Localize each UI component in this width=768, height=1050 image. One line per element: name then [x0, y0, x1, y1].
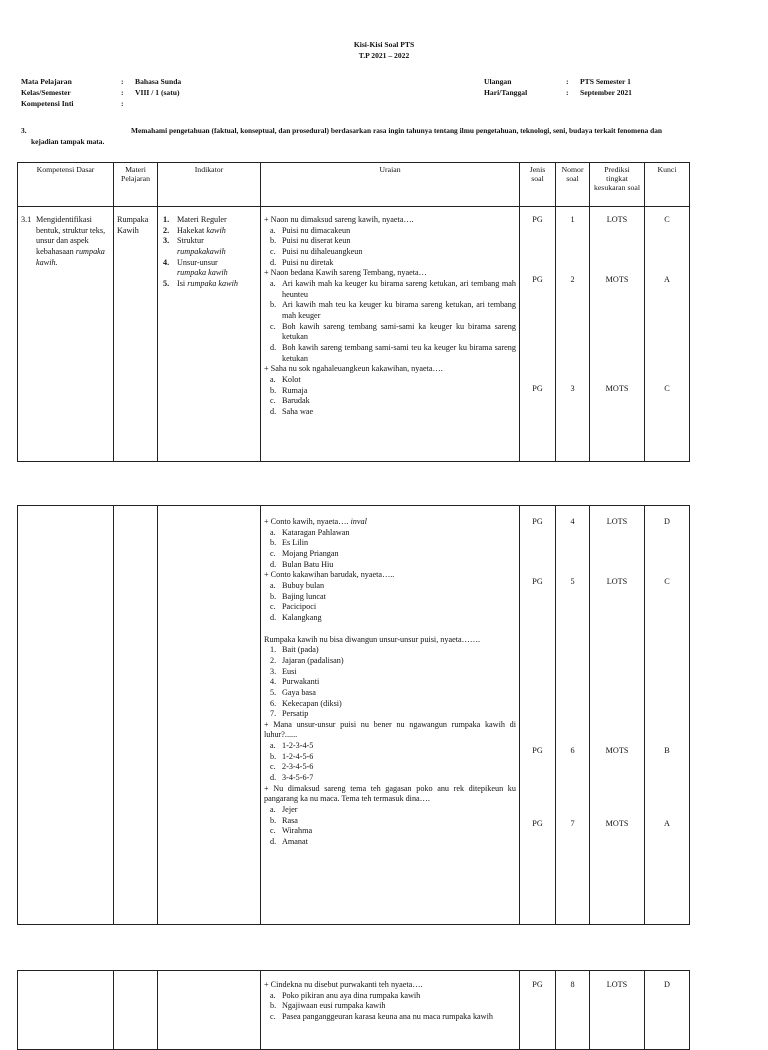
question-stem-italic: inval — [350, 517, 367, 526]
unsur-item — [270, 645, 516, 656]
option-text: Mojang Priangan — [282, 548, 339, 558]
kunci-cell — [645, 207, 690, 462]
option-letter: b. — [270, 751, 277, 761]
option-list — [264, 279, 516, 364]
option-list — [264, 741, 516, 784]
option-text: Wirahma — [282, 826, 313, 836]
option-letter: a. — [270, 225, 276, 235]
option-text: Puisi nu diretak — [282, 257, 334, 267]
kd-cell — [18, 207, 114, 462]
kunci-value: D — [645, 971, 690, 1050]
indikator-item — [163, 215, 257, 226]
indikator-text: Isi — [177, 278, 186, 288]
nomor-value: 7 — [570, 819, 575, 828]
question-8 — [264, 980, 516, 1023]
option-text: 1-2-3-4-5 — [282, 741, 314, 751]
option-text: Bajing luncat — [282, 591, 326, 601]
question-stem: + Cindekna nu disebut purwakanti teh nyaeta…. — [264, 980, 423, 989]
unsur-item — [270, 709, 516, 720]
option-letter: c. — [270, 548, 276, 558]
option-letter: b. — [270, 300, 277, 310]
prediksi-value: LOTS — [606, 577, 628, 586]
question-stem: + Mana unsur-unsur puisi nu bener nu ngawangun rumpaka kawih di luhur?...... — [264, 719, 516, 740]
kunci-value: C — [664, 577, 670, 586]
option-item — [270, 385, 516, 397]
option-letter: c. — [270, 246, 276, 256]
meta-row — [21, 76, 181, 87]
option-item — [270, 342, 516, 364]
unsur-text: Persatip — [282, 709, 309, 719]
unsur-intro: Rumpaka kawih nu bisa diwangun unsur-unsur puisi, nyaeta……. — [264, 634, 481, 644]
uraian-cell — [261, 971, 520, 1050]
header-uraian: Uraian — [261, 163, 520, 207]
option-letter: b. — [270, 236, 277, 246]
option-text: 2-3-4-5-6 — [282, 762, 314, 772]
materi-cell-empty — [114, 971, 158, 1050]
jenis-cell — [520, 506, 556, 925]
kisi-table-block-3 — [17, 970, 690, 1050]
option-letter: a. — [270, 990, 276, 1000]
meta-row — [484, 87, 632, 98]
question-3 — [264, 364, 516, 417]
meta-row — [21, 87, 181, 98]
option-item — [270, 396, 516, 407]
jenis-value: PG — [532, 746, 543, 755]
option-text: Ngajiwaan eusi rumpaka kawih — [282, 1001, 386, 1011]
option-letter: a. — [270, 580, 276, 590]
unsur-number: 7. — [270, 709, 277, 719]
option-text: Bubuy bulan — [282, 580, 325, 590]
meta-right — [484, 76, 632, 98]
meta-row — [484, 76, 632, 87]
title-line-2: T.P 2021 – 2022 — [358, 51, 410, 61]
option-letter: a. — [270, 527, 276, 537]
option-text: 3-4-5-6-7 — [282, 773, 314, 783]
kisi-table-block-1 — [17, 162, 690, 462]
option-letter: d. — [270, 559, 277, 569]
header-kunci: Kunci — [645, 163, 690, 207]
meta-colon: : — [121, 77, 124, 86]
question-6 — [264, 720, 516, 784]
unsur-number: 5. — [270, 687, 277, 697]
option-text: Puisi nu dimacakeun — [282, 225, 351, 235]
jenis-value: PG — [532, 577, 543, 586]
meta-value: Bahasa Sunda — [135, 77, 182, 86]
question-4 — [264, 517, 516, 570]
option-item — [270, 815, 516, 827]
nomor-value: 5 — [570, 577, 575, 586]
option-text: Jejer — [282, 805, 298, 815]
meta-label: Hari/Tanggal — [484, 88, 528, 97]
option-text: Puisi nu dihaleuangkeun — [282, 246, 363, 256]
materi-cell: Rumpaka Kawih — [114, 207, 158, 462]
kunci-value: C — [664, 384, 670, 393]
option-item — [270, 246, 516, 258]
header-prediksi: Prediksi tingkat kesukaran soal — [590, 163, 645, 207]
option-text: Bulan Batu Hiu — [282, 559, 334, 569]
option-text: Ari kawih mah ka keuger ku birama sareng ketukan, ari tembang mah heunteu — [282, 278, 516, 299]
kunci-value: A — [664, 819, 670, 828]
prediksi-value: MOTS — [605, 275, 629, 284]
indikator-list — [161, 215, 257, 290]
jenis-value: PG — [532, 275, 543, 284]
option-item — [270, 773, 516, 784]
question-7 — [264, 784, 516, 848]
header-materi: Materi Pelajaran — [114, 163, 158, 207]
option-letter: b. — [270, 1001, 277, 1011]
unsur-text: Bait (pada) — [282, 645, 319, 655]
indikator-cell-empty — [158, 506, 261, 925]
option-item — [270, 527, 516, 539]
option-letter: c. — [270, 1011, 276, 1021]
title-line-1: Kisi-Kisi Soal PTS — [353, 40, 415, 49]
option-text: Poko pikiran anu aya dina rumpaka kawih — [282, 990, 421, 1000]
kd-text: Mengidentifikasi bentuk, struktur teks, unsur dan aspek kebahasaan — [36, 215, 106, 256]
option-letter: d. — [270, 773, 277, 783]
header-indikator: Indikator — [158, 163, 261, 207]
indikator-item — [163, 225, 257, 237]
question-stem: + Naon nu dimaksud sareng kawih, nyaeta…. — [264, 215, 414, 224]
question-1 — [264, 215, 516, 268]
option-item — [270, 580, 516, 592]
kisi-table-block-2 — [17, 505, 690, 925]
jenis-value: PG — [520, 971, 556, 1050]
option-item — [270, 591, 516, 603]
prediksi-value: MOTS — [605, 384, 629, 393]
nomor-value: 2 — [570, 275, 575, 284]
ki-text: Memahami pengetahuan (faktual, konseptual, dan prosedural) berdasarkan rasa ingin tahunya tentang ilmu pengetahuan, teknologi, seni, budaya terkait fenomena dan kejadian tampak mata. — [31, 126, 663, 147]
meta-label: Mata Pelajaran — [21, 77, 72, 86]
indikator-number: 4. — [163, 257, 170, 267]
option-text: Boh kawih sareng tembang sami-sami ka keuger ku birama sareng ketukan — [282, 321, 516, 342]
indikator-text: Hakekat — [177, 225, 205, 235]
indikator-item — [163, 278, 257, 290]
option-text: Rasa — [282, 815, 298, 825]
unsur-item — [270, 687, 516, 699]
option-item — [270, 406, 516, 418]
option-text: Boh kawih sareng tembang sami-sami teu ka keuger ku birama sareng ketukan — [282, 342, 516, 363]
meta-left — [21, 76, 181, 109]
option-item — [270, 751, 516, 763]
option-item — [270, 1001, 516, 1012]
kunci-cell — [645, 506, 690, 925]
option-item — [270, 278, 516, 300]
kd-number: 3.1 — [21, 215, 32, 224]
indikator-cell-empty — [158, 971, 261, 1050]
header-kd: Kompetensi Dasar — [18, 163, 114, 207]
option-letter: a. — [270, 374, 276, 384]
unsur-number: 2. — [270, 655, 277, 665]
jenis-value: PG — [532, 517, 543, 526]
option-text: Ari kawih mah teu ka keuger ku birama sareng ketukan, ari tembang mah keuger — [282, 300, 516, 320]
jenis-value: PG — [532, 384, 543, 393]
kunci-value: D — [664, 517, 670, 526]
option-text: Pacicipoci — [282, 602, 317, 612]
option-text: Es Lilin — [282, 538, 309, 548]
question-stem — [264, 517, 516, 528]
option-list — [264, 991, 516, 1023]
option-text: 1-2-4-5-6 — [282, 751, 314, 761]
option-text: Saha wae — [282, 406, 314, 416]
option-letter: a. — [270, 805, 276, 815]
indikator-item — [163, 236, 257, 257]
unsur-item — [270, 698, 516, 710]
jenis-value: PG — [532, 819, 543, 828]
nomor-value: 6 — [570, 746, 575, 755]
option-item — [270, 826, 516, 837]
option-letter: c. — [270, 826, 276, 836]
option-item — [270, 538, 516, 549]
indikator-italic: rumpaka kawih — [177, 268, 228, 278]
jenis-cell — [520, 207, 556, 462]
option-letter: a. — [270, 278, 276, 288]
option-list — [264, 805, 516, 848]
meta-value: September 2021 — [580, 88, 632, 97]
meta-value: PTS Semester 1 — [580, 77, 631, 86]
meta-row — [21, 98, 181, 109]
option-text: Kataragan Pahlawan — [282, 527, 350, 537]
kunci-value: C — [664, 215, 670, 224]
option-item — [270, 300, 516, 321]
question-stem: + Naon bedana Kawih sareng Tembang, nyaeta… — [264, 268, 427, 278]
prediksi-value: MOTS — [605, 819, 629, 828]
option-text: Puisi nu diserat keun — [282, 236, 351, 246]
unsur-item — [270, 655, 516, 667]
jenis-value: PG — [532, 215, 543, 224]
unsur-text: Gaya basa — [282, 687, 316, 697]
nomor-value: 4 — [570, 517, 575, 526]
option-letter: c. — [270, 321, 276, 331]
unsur-text: Purwakanti — [282, 677, 320, 687]
option-item — [270, 225, 516, 237]
uraian-cell — [261, 207, 520, 462]
ki-number: 3. — [21, 126, 27, 135]
nomor-value: 1 — [570, 215, 575, 224]
option-item — [270, 548, 516, 560]
option-letter: a. — [270, 741, 276, 751]
meta-colon: : — [121, 99, 124, 108]
nomor-cell — [556, 207, 590, 462]
indikator-item — [163, 257, 257, 279]
option-item — [270, 837, 516, 848]
header-jenis: Jenis soal — [520, 163, 556, 207]
option-list — [264, 375, 516, 418]
prediksi-value: MOTS — [605, 746, 629, 755]
indikator-cell — [158, 207, 261, 462]
kd-cell-empty — [18, 506, 114, 925]
indikator-number: 2. — [163, 225, 170, 235]
prediksi-value: LOTS — [590, 971, 645, 1050]
unsur-item — [270, 666, 516, 678]
option-item — [270, 236, 516, 247]
unsur-list — [264, 645, 516, 720]
meta-label: Kompetensi Inti — [21, 99, 74, 108]
option-item — [270, 257, 516, 269]
question-stem: + Saha nu sok ngahaleuangkeun kakawihan, nyaeta…. — [264, 364, 443, 374]
prediksi-value: LOTS — [606, 517, 628, 526]
option-text: Kalangkang — [282, 612, 322, 622]
unsur-text: Kekecapan (diksi) — [282, 698, 342, 708]
unsur-number: 6. — [270, 698, 277, 708]
prediksi-value: LOTS — [606, 215, 628, 224]
meta-colon: : — [566, 88, 569, 97]
option-letter: b. — [270, 815, 277, 825]
unsur-number: 3. — [270, 666, 277, 676]
meta-value: VIII / 1 (satu) — [135, 88, 180, 97]
unsur-number: 1. — [270, 645, 277, 655]
option-letter: c. — [270, 602, 276, 612]
indikator-number: 5. — [163, 278, 170, 288]
indikator-text: Unsur-unsur — [177, 257, 218, 267]
question-stem: + Conto kakawihan barudak, nyaeta….. — [264, 570, 395, 580]
option-list — [264, 528, 516, 571]
unsur-text: Jajaran (padalisan) — [282, 655, 344, 665]
header-nomor: Nomor soal — [556, 163, 590, 207]
option-item — [270, 741, 516, 752]
indikator-italic: rumpakakawih — [177, 246, 226, 256]
kunci-value: A — [664, 275, 670, 284]
option-letter: b. — [270, 591, 277, 601]
option-letter: b. — [270, 385, 277, 395]
option-item — [270, 374, 516, 386]
indikator-italic: rumpaka kawih — [187, 278, 238, 288]
meta-label: Ulangan — [484, 77, 512, 86]
option-text: Barudak — [282, 396, 310, 406]
option-list — [264, 581, 516, 624]
unsur-text: Eusi — [282, 666, 297, 676]
document-title — [0, 39, 768, 62]
prediksi-cell — [590, 506, 645, 925]
kd-cell-empty — [18, 971, 114, 1050]
kompetensi-inti-paragraph — [21, 125, 671, 148]
option-item — [270, 805, 516, 816]
option-item — [270, 612, 516, 624]
option-list — [264, 226, 516, 269]
meta-colon: : — [121, 88, 124, 97]
option-item — [270, 990, 516, 1002]
option-text: Rumaja — [282, 385, 308, 395]
option-item — [270, 762, 516, 773]
option-letter: c. — [270, 762, 276, 772]
nomor-value: 8 — [556, 971, 590, 1050]
prediksi-cell — [590, 207, 645, 462]
option-letter: c. — [270, 396, 276, 406]
option-text: Amanat — [282, 837, 308, 847]
option-letter: d. — [270, 257, 277, 267]
option-text: Kolot — [282, 374, 301, 384]
kd-item — [21, 215, 110, 268]
option-text: Pasea panganggeuran karasa keuna ana nu maca rumpaka kawih — [282, 1011, 493, 1021]
kunci-value: B — [664, 746, 670, 755]
indikator-number: 3. — [163, 236, 170, 246]
unsur-number: 4. — [270, 677, 277, 687]
indikator-text: Struktur — [177, 236, 204, 246]
option-letter: d. — [270, 406, 277, 416]
indikator-text: Materi Reguler — [177, 215, 227, 224]
uraian-cell — [261, 506, 520, 925]
nomor-cell — [556, 506, 590, 925]
indikator-number: 1. — [163, 215, 170, 224]
question-stem-text: + Conto kawih, nyaeta…. — [264, 517, 351, 526]
option-letter: b. — [270, 538, 277, 548]
question-stem: + Nu dimaksud sareng tema teh gagasan poko anu rek ditepikeun ku pangarang ka nu maca. Tema teh termasuk dina…. — [264, 783, 516, 804]
question-2 — [264, 268, 516, 364]
nomor-value: 3 — [570, 384, 575, 393]
option-item — [270, 1011, 516, 1023]
question-5 — [264, 570, 516, 623]
materi-cell-empty — [114, 506, 158, 925]
option-letter: d. — [270, 837, 277, 847]
option-letter: d. — [270, 342, 277, 352]
option-item — [270, 559, 516, 571]
indikator-italic: kawih — [206, 225, 226, 235]
unsur-item — [270, 677, 516, 688]
option-letter: d. — [270, 612, 277, 622]
meta-label: Kelas/Semester — [21, 88, 71, 97]
option-item — [270, 602, 516, 613]
meta-colon: : — [566, 77, 569, 86]
option-item — [270, 321, 516, 343]
kd-text-italic: rumpaka kawih. — [36, 246, 105, 267]
